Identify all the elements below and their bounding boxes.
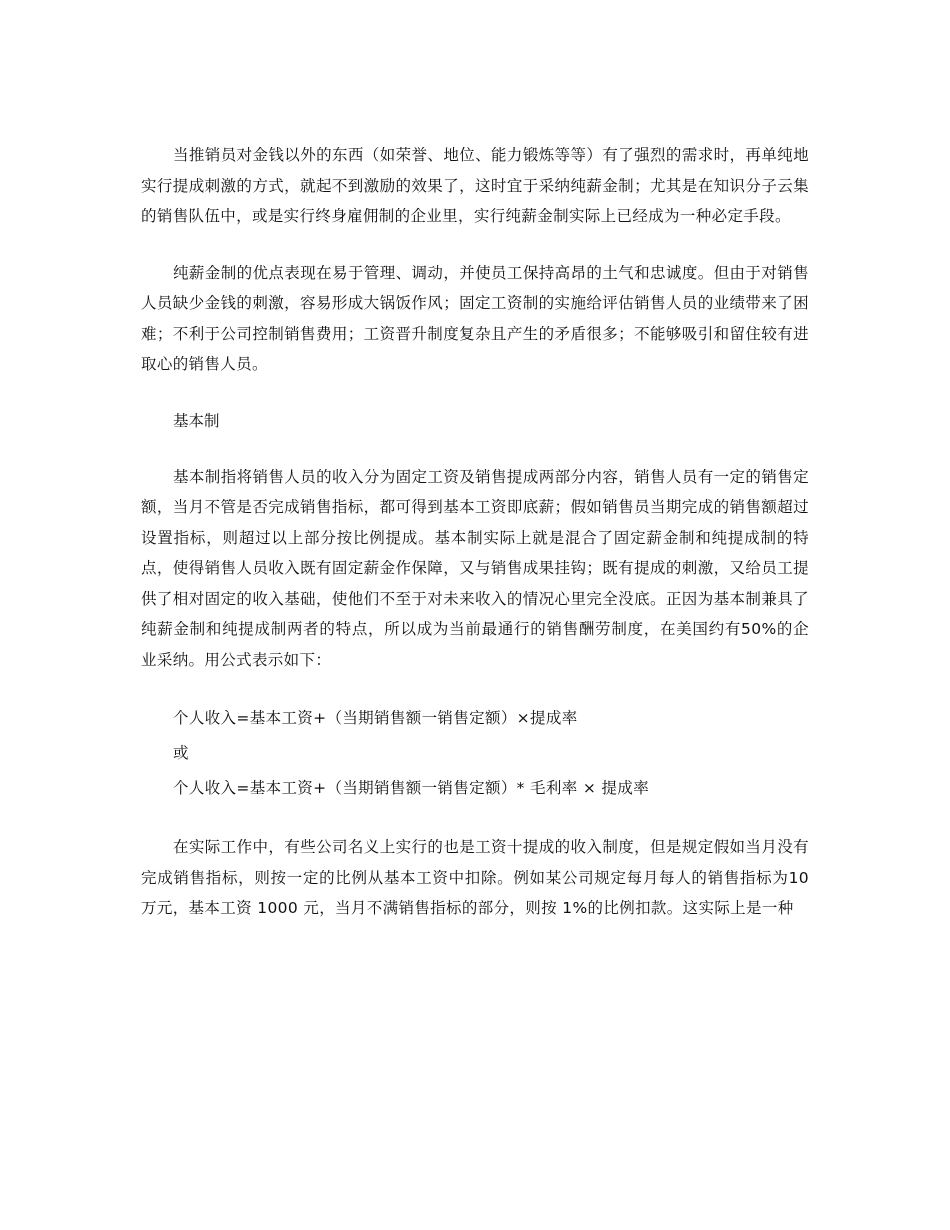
document-page	[141, 140, 809, 950]
formula-line-1: 个人收入=基本工资+（当期销售额一销售定额）×提成率	[173, 709, 578, 727]
section-heading-basic-system: 基本制	[173, 411, 220, 430]
formula-or: 或	[173, 744, 189, 762]
paragraph-pure-salary-pros-cons: 纯薪金制的优点表现在易于管理、调动，并使员工保持高昂的土气和忠诚度。但由于对销售人员缺少金钱的刺激，容易形成大锅饭作风；固定工资制的实施给评估销售人员的业绩带来了困难；不利于公司控制销售费用；工资晋升制度复杂且产生的矛盾很多；不能够吸引和留住较有进取心的销售人员。	[141, 263, 809, 373]
paragraph-practical-example: 在实际工作中，有些公司名义上实行的也是工资十提成的收入制度，但是规定假如当月没有完成销售指标，则按一定的比例从基本工资中扣除。例如某公司规定每月每人的销售指标为10 万元，基本工资 1000 元，当月不满销售指标的部分，则按 1%的比例扣款。这实际上是一种	[141, 838, 809, 917]
formula-line-2: 个人收入=基本工资+（当期销售额一销售定额）* 毛利率 × 提成率	[173, 779, 650, 797]
paragraph-basic-system-definition: 基本制指将销售人员的收入分为固定工资及销售提成两部分内容，销售人员有一定的销售定额，当月不管是否完成销售指标，都可得到基本工资即底薪；假如销售员当期完成的销售额超过设置指标，则超过以上部分按比例提成。基本制实际上就是混合了固定薪金制和纯提成制的特点，使得销售人员收入既有固定薪金作保障，又与销售成果挂钩；既有提成的刺激，又给员工提供了相对固定的收入基础，使他们不至于对未来收入的情况心里完全没底。正因为基本制兼具了纯薪金制和纯提成制两者的特点，所以成为当前最通行的销售酬劳制度，在美国约有50%的企业采纳。用公式表示如下：	[141, 467, 809, 669]
paragraph-pure-salary-conditions: 当推销员对金钱以外的东西（如荣誉、地位、能力锻炼等等）有了强烈的需求时，再单纯地实行提成刺激的方式，就起不到激励的效果了，这时宜于采纳纯薪金制；尤其是在知识分子云集的销售队伍中，或是实行终身雇佣制的企业里，实行纯薪金制实际上已经成为一种必定手段。	[141, 146, 809, 225]
formula-block	[141, 701, 809, 806]
